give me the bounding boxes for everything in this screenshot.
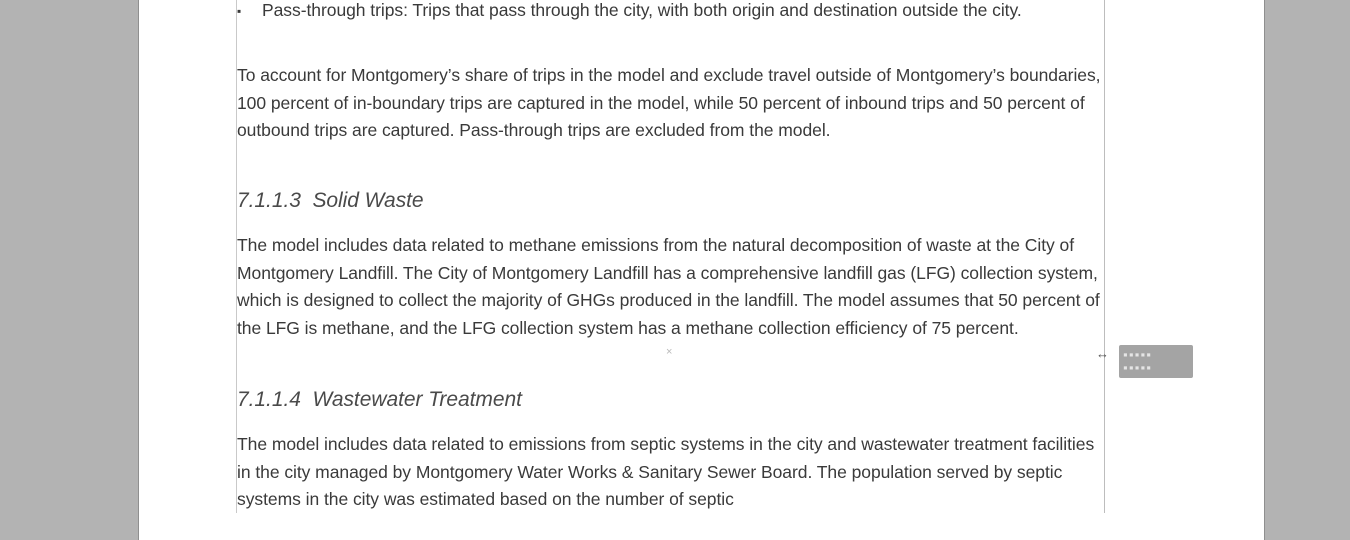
paragraph-trip-accounting[interactable]: To account for Montgomery’s share of trips in the model and exclude travel outside of Montgomery’s boundaries, 100 percent of in-boundary trips are captured in the model, while 50 percent of inbound trips and 50 percent of outbound trips are captured. Pass-through trips are excluded from the model.	[237, 65, 1101, 141]
heading-wastewater-treatment[interactable]: 7.1.1.4 Wastewater Treatment	[237, 388, 522, 411]
column-width-tooltip	[1119, 345, 1193, 378]
paragraph-wastewater-treatment[interactable]: The model includes data related to emissions from septic systems in the city and wastewater treatment facilities in the city managed by Montgomery Water Works & Sanitary Sewer Board. The population served by septic systems in the city was estimated based on the number of septic	[237, 434, 1095, 510]
tooltip-line: ▪▪▪▪▪	[1123, 350, 1153, 359]
bullet-text[interactable]: Pass-through trips: Trips that pass through the city, with both origin and destination outside the city.	[262, 0, 1022, 20]
anchor-x-icon: ×	[666, 346, 673, 358]
heading-solid-waste[interactable]: 7.1.1.3 Solid Waste	[237, 189, 424, 212]
bullet-marker: ▪	[237, 4, 242, 18]
column-resize-handle-icon[interactable]: ↔	[1096, 346, 1109, 361]
paragraph-solid-waste[interactable]: The model includes data related to methane emissions from the natural decomposition of waste at the City of Montgomery Landfill. The City of Montgomery Landfill has a comprehensive landfill gas (LFG) collection system, which is designed to collect the majority of GHGs produced in the landfill. The model assumes that 50 percent of the LFG is methane, and the LFG collection system has a methane collection efficiency of 75 percent.	[237, 235, 1100, 338]
tooltip-line: ▪▪▪▪▪	[1123, 363, 1153, 372]
